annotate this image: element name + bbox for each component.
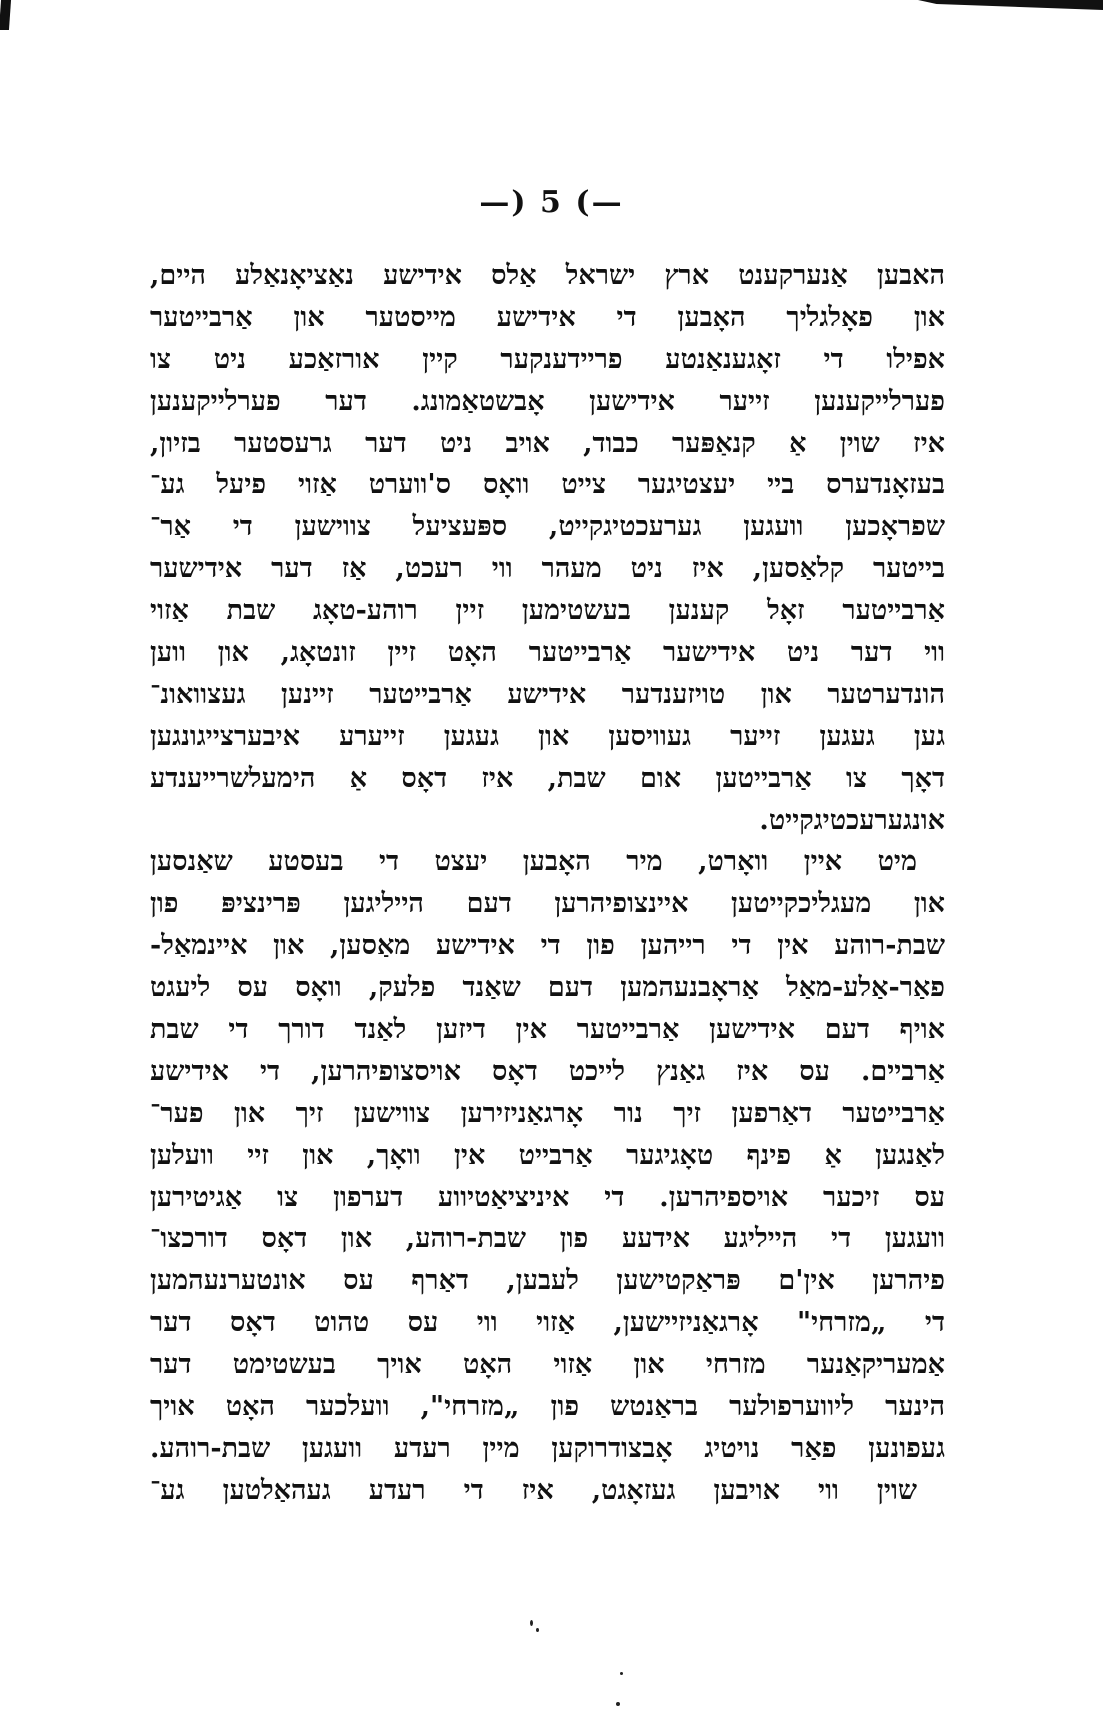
text-line: פיהרען אין'ם פּראַקטישען לעבען, דאַרף עס אונטערנעהמען	[150, 1265, 945, 1297]
text-line: אַרבייטער דאַרפען זיך נור אָרגאַניזירען צווישען זיך און פער־	[150, 1097, 945, 1129]
text-line: בעזאָנדערס ביי יעצטיגער צייט וואָס ס'ווערט אַזוי פיעל גע־	[150, 469, 945, 501]
text-line: פאַר-אַלע-מאַל אַראָבנעהמען דעם שאַנד פלעק, וואָס עס ליעגט	[150, 972, 945, 1004]
text-line: געפונען פאַר נויטיג אָבצודרוקען מיין רעדע וועגען שבת-רוהע.	[150, 1432, 945, 1464]
text-line: אַרבייטער זאָל קענען בעשטימען זיין רוהע-טאָג שבת אַזוי	[150, 595, 945, 627]
text-line: עס זיכער אויספיהרען. די איניציאַטיווע דערפון צו אַגיטירען	[150, 1181, 945, 1213]
text-line: אויף דעם אידישען אַרבייטער אין דיזען לאַנד דורך די שבת	[150, 1014, 945, 1046]
scan-specks	[520, 1600, 600, 1713]
speck	[536, 1628, 539, 1632]
text-line: בייטער קלאַסען, איז ניט מעהר ווי רעכט, אַז דער אידישער	[150, 553, 945, 585]
text-line: און מעגליכקייטען איינצופיהרען דעם הייליגען פּרינציפּ פון	[150, 888, 945, 920]
text-line: האבען אַנערקענט ארץ ישראל אַלס אידישע נאַציאָנאַלע היים,	[150, 260, 945, 291]
speck	[530, 1620, 533, 1626]
speck	[620, 1672, 623, 1675]
page-number: —) 5 (—	[479, 185, 624, 220]
text-line: וועגען די הייליגע אידעע פון שבת-רוהע, און דאָס דורכצו־	[150, 1223, 945, 1255]
text-line: לאַנגען אַ פינף טאָגיגער אַרבייט אין וואָך, און זיי וועלען	[150, 1139, 945, 1171]
text-line: דאָך צו אַרבייטען אום שבת, איז דאָס אַ הימעלשרייענדע	[150, 762, 945, 794]
text-line: שבת-רוהע אין די רייהען פון די אידישע מאַסען, און איינמאַל-	[150, 930, 945, 962]
text-line: פערלייקענען זייער אידישען אָבשטאַמונג. דער פערלייקענען	[150, 385, 945, 417]
text-line: אפילו די זאָגענאַנטע פריידענקער קיין אורזאַכע ניט צו	[150, 343, 945, 375]
text-line: גען געגען זייער געוויסען און געגען זייערע איבערצייגונגען	[150, 720, 945, 752]
text-line: ווי דער ניט אידישער אַרבייטער האָט זיין זונטאָג, און ווען	[150, 637, 945, 669]
text-line: הונדערטער און טויזענדער אידישע אַרבייטער זיינען געצוואונ־	[150, 678, 945, 710]
text-line: שפראָכען וועגען גערעכטיגקייט, ספּעציעל צווישען די אַר־	[150, 511, 945, 543]
text-line: אונגערעכטיגקייט.	[759, 804, 945, 836]
speck	[616, 1702, 620, 1706]
scan-edge-shadow-right	[918, 0, 1103, 10]
text-line: מיט איין וואָרט, מיר האָבען יעצט די בעסטע שאַנסען	[150, 846, 917, 878]
body-text	[150, 255, 945, 1512]
text-line: און פאָלגליך האָבען די אידישע מייסטער און אַרבייטער	[150, 301, 945, 333]
text-line: שוין ווי אויבען געזאָגט, איז די רעדע געהאַלטען גע־	[150, 1474, 917, 1506]
text-line: הינער ליווערפולער בראַנטש פון „מזרחי", וועלכער האָט אויך	[150, 1391, 945, 1423]
scan-edge-shadow-left	[0, 0, 11, 30]
text-line: אַמעריקאַנער מזרחי און אַזוי האָט אויך בעשטימט דער	[150, 1349, 945, 1381]
text-line: אַרביים. עס איז גאַנץ לייכט דאָס אויסצופיהרען, די אידישע	[150, 1055, 945, 1087]
text-line: די „מזרחי" אָרגאַניזיישען, אַזוי ווי עס טהוט דאָס דער	[150, 1307, 945, 1339]
text-line: איז שוין אַ קנאַפּער כבוד, אויב ניט דער גרעסטער בזיון,	[150, 427, 945, 459]
